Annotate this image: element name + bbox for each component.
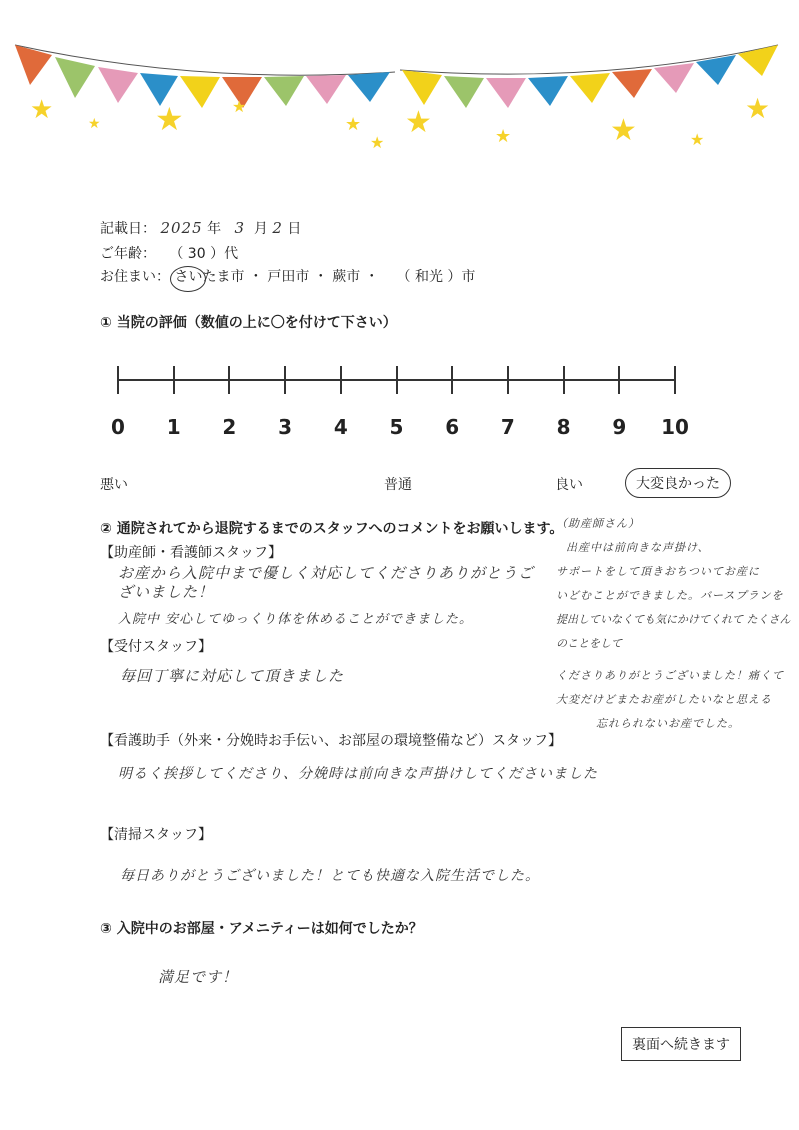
q1-title: ① 当院の評価（数値の上に〇を付けて下さい）: [100, 315, 397, 331]
scale-number: 7: [500, 415, 515, 439]
midwife-label: 【助産師・看護師スタッフ】: [100, 545, 282, 561]
bunting-decoration: [0, 0, 799, 180]
scale-tick: [451, 366, 453, 394]
age-row: [100, 243, 238, 263]
side-note-line: 出産中は前向きな声掛け、: [566, 541, 710, 554]
svg-text:★: ★: [155, 100, 184, 138]
svg-text:★: ★: [370, 133, 385, 152]
svg-text:★: ★: [232, 97, 247, 116]
side-note: [556, 512, 792, 736]
scale-number: 1: [166, 415, 181, 439]
svg-text:★: ★: [690, 130, 705, 149]
scale-number: 2: [222, 415, 237, 439]
scale-tick: [563, 366, 565, 394]
q3-title: ③ 入院中のお部屋・アメニティーは如何でしたか？: [100, 921, 423, 937]
scale-tick: [396, 366, 398, 394]
side-note-line: サポートをして頂きおちついてお産に: [556, 565, 760, 578]
cleaning-label: 【清掃スタッフ】: [100, 827, 212, 843]
svg-text:★: ★: [495, 126, 512, 147]
cleaning-comment: 毎日ありがとうございました！とても快適な入院生活でした。: [120, 868, 540, 884]
svg-text:★: ★: [88, 116, 101, 132]
reception-comment: 毎回丁寧に対応して頂きました: [120, 667, 345, 685]
scale-number: 6: [445, 415, 460, 439]
scale-tick: [117, 366, 119, 394]
side-note-line: 提出していなくても気にかけてくれて たくさんのことをして: [556, 613, 791, 650]
label-good: 良い: [555, 477, 583, 493]
residence-label: お住まい：: [100, 269, 170, 285]
scale-number: 9: [612, 415, 627, 439]
side-note-line: くださりありがとうございました！痛くて: [556, 669, 784, 682]
svg-text:★: ★: [745, 92, 771, 125]
svg-text:★: ★: [345, 114, 362, 135]
label-bad: 悪い: [100, 477, 128, 493]
scale-tick: [284, 366, 286, 394]
date-row: [100, 218, 301, 238]
svg-text:★: ★: [405, 105, 432, 140]
date-day: 2: [272, 219, 283, 237]
continue-on-back-note: 裏面へ続きます: [621, 1027, 741, 1061]
scale-number: 8: [556, 415, 571, 439]
side-note-line: （助産師さん）: [556, 517, 640, 530]
month-unit: 月: [253, 221, 268, 237]
svg-text:★: ★: [610, 113, 637, 148]
scale-tick: [618, 366, 620, 394]
scale-tick: [674, 366, 676, 394]
scale-number: 0: [111, 415, 125, 439]
midwife-comment-1: お産から入院中まで優しく対応してくださりありがとうございました！: [118, 564, 535, 601]
svg-text:★: ★: [30, 95, 54, 125]
assistant-comment: 明るく挨拶してくださり、分娩時は前向きな声掛けしてくださいました: [118, 766, 598, 782]
date-month: 3: [234, 219, 245, 237]
scale-number: 3: [278, 415, 293, 439]
age-value: （ 30 ）代: [169, 246, 239, 262]
scale-number: 4: [333, 415, 348, 439]
midwife-comment-2: 入院中 安心してゆっくり体を休めることができました。: [118, 612, 474, 627]
side-note-line: いどむことができました。バースプランを: [556, 589, 784, 602]
date-year: 2025: [160, 219, 203, 237]
scale-tick: [173, 366, 175, 394]
q3-comment: 満足です！: [158, 968, 239, 986]
residence-row: [100, 266, 475, 286]
reception-label: 【受付スタッフ】: [100, 639, 212, 655]
scale-number: 5: [389, 415, 404, 439]
assistant-label: 【看護助手（外来・分娩時お手伝い、お部屋の環境整備など）スタッフ】: [100, 733, 562, 749]
age-label: ご年齢：: [100, 246, 156, 262]
label-very-good-selected: 大変良かった: [625, 468, 731, 498]
scale-number: 10: [661, 415, 689, 439]
residence-options: さいたま市 ・ 戸田市 ・ 蕨市 ・: [174, 269, 379, 285]
side-note-line: 忘れられないお産でした。: [596, 717, 740, 730]
scale-tick: [340, 366, 342, 394]
side-note-line: 大変だけどまたお産がしたいなと思える: [556, 693, 772, 706]
date-label: 記載日：: [100, 221, 156, 237]
label-normal: 普通: [384, 477, 412, 493]
residence-circle-mark: [170, 266, 206, 292]
residence-other: （ 和光 ）市: [396, 269, 476, 285]
day-unit: 日: [287, 221, 302, 237]
scale-tick: [228, 366, 230, 394]
year-unit: 年: [207, 221, 222, 237]
q2-title: ② 通院されてから退院するまでのスタッフへのコメントをお願いします。: [100, 521, 564, 537]
scale-tick: [507, 366, 509, 394]
